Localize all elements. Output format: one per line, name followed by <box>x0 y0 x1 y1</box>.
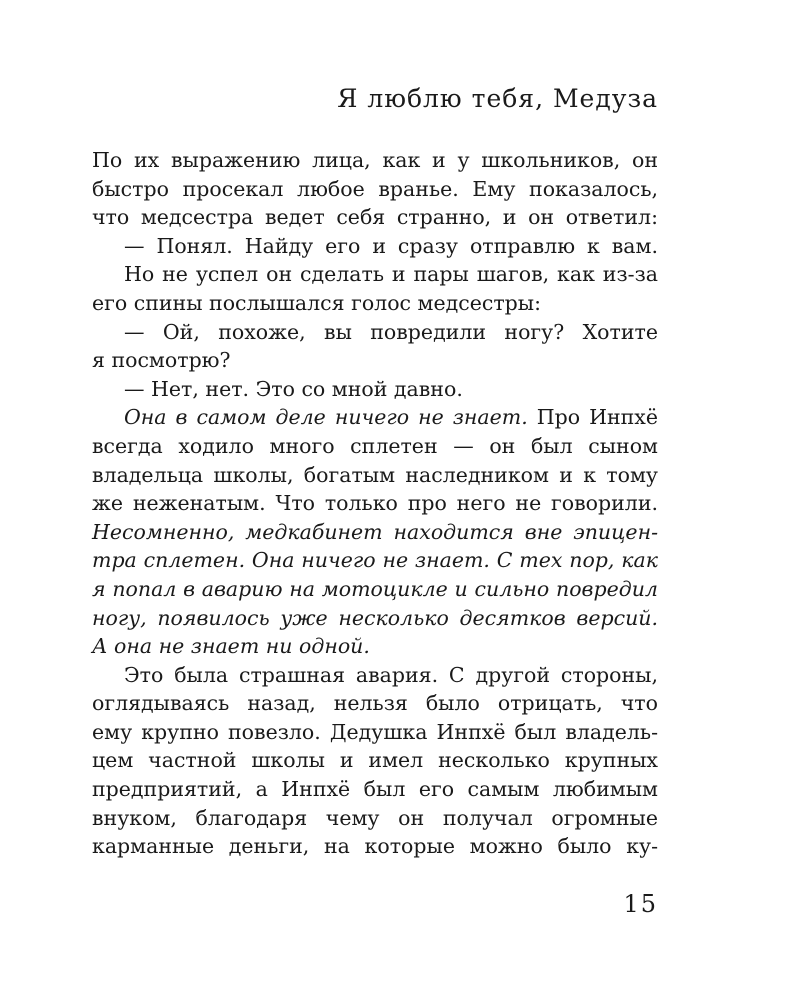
text-line: ему крупно повезло. Дедушка Инпхё был владель- <box>92 719 658 744</box>
page-number: 15 <box>623 890 658 918</box>
text-line: предприятий, а Инпхё был его самым любимым <box>92 777 658 802</box>
running-head: Я люблю тебя, Медуза <box>337 84 658 113</box>
body-text <box>92 146 658 861</box>
text-line: оглядываясь назад, нельзя было отрицать, что <box>92 691 658 716</box>
text-line: всегда ходило много сплетен — он был сыном <box>92 433 658 458</box>
text-line: — Понял. Найду его и сразу отправлю к вам. <box>124 233 658 258</box>
text-run: Про Инпхё <box>527 405 658 430</box>
text-line: карманные деньги, на которые можно было ку- <box>92 834 658 859</box>
text-line: — Ой, похоже, вы повредили ногу? Хотите <box>124 319 658 344</box>
text-line: же неженатым. Что только про него не говорили. <box>92 491 658 516</box>
text-line: его спины послышался голос медсестры: <box>92 290 542 315</box>
text-line: тра сплетен. Она ничего не знает. С тех пор, как <box>92 548 658 573</box>
text-line <box>92 403 658 432</box>
text-line: А она не знает ни одной. <box>92 634 370 659</box>
text-line: я попал в аварию на мотоцикле и сильно повредил <box>92 576 658 601</box>
text-line: Но не успел он сделать и пары шагов, как из-за <box>124 262 658 287</box>
text-line: — Нет, нет. Это со мной давно. <box>124 376 463 401</box>
text-line: цем частной школы и имел несколько крупных <box>92 748 658 773</box>
text-line: Это была страшная авария. С другой стороны, <box>124 662 658 687</box>
text-line: я посмотрю? <box>92 348 231 373</box>
text-line: что медсестра ведет себя странно, и он ответил: <box>92 205 658 230</box>
text-line: ногу, появилось уже несколько десятков версий. <box>92 605 658 630</box>
text-line: По их выражению лица, как и у школьников, он <box>92 148 658 172</box>
text-line: быстро просекал любое вранье. Ему показалось, <box>92 176 658 201</box>
text-line: владельца школы, богатым наследником и к тому <box>92 462 658 487</box>
text-line: Несомненно, медкабинет находится вне эпицен- <box>92 519 658 544</box>
text-line: внуком, благодаря чему он получал огромные <box>92 805 658 830</box>
italic-thought: Она в самом деле ничего не знает. <box>124 405 528 430</box>
